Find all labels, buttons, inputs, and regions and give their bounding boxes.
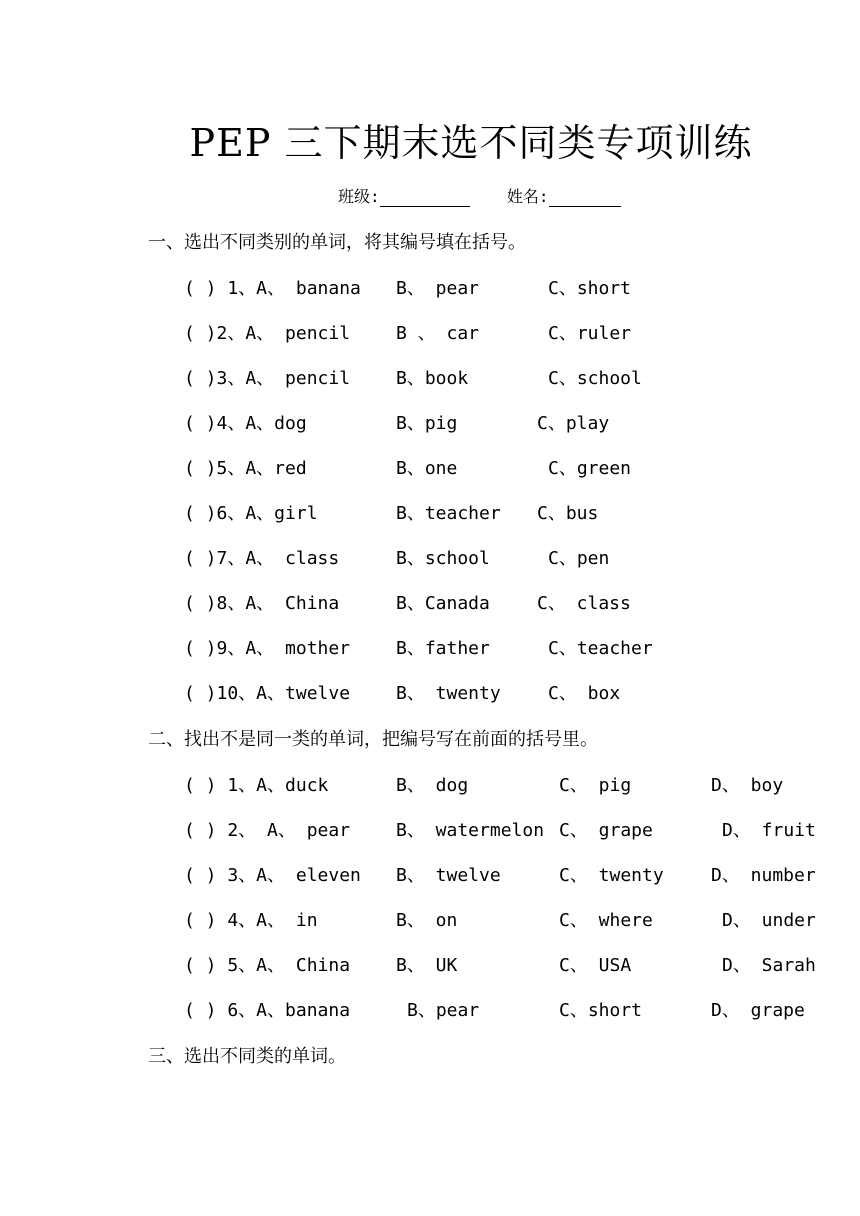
option-c: C、bus — [537, 503, 599, 524]
option-b: B、 on — [396, 910, 458, 931]
option-c: C、 twenty — [559, 865, 664, 886]
option-c: C、teacher — [548, 638, 653, 659]
item-number: ( ) 4、A、 in — [184, 910, 318, 931]
class-label: 班级: — [338, 187, 380, 206]
option-c: C、short — [559, 1000, 643, 1021]
option-d: D、 boy — [711, 775, 784, 796]
option-b: B、one — [396, 458, 458, 479]
option-b: B、father — [396, 638, 490, 659]
option-b: B、 UK — [396, 955, 458, 976]
option-b: B、 watermelon — [396, 820, 545, 841]
option-c: C、 box — [548, 683, 621, 704]
item-number: ( )9、A、 mother — [184, 638, 351, 659]
option-b: B、 dog — [396, 775, 469, 796]
option-c: C、 USA — [559, 955, 632, 976]
option-d: D、 grape — [711, 1000, 805, 1021]
item-number: ( )7、A、 class — [184, 548, 340, 569]
item-number: ( )6、A、girl — [184, 503, 318, 524]
option-c: C、green — [548, 458, 632, 479]
option-c: C、short — [548, 278, 632, 299]
option-b: B、pig — [396, 413, 458, 434]
part2-heading: 二、找出不是同一类的单词，把编号写在前面的括号里。 — [148, 729, 598, 750]
option-b: B、Canada — [396, 593, 490, 614]
item-number: ( ) 2、 A、 pear — [184, 820, 351, 841]
option-b: B、 twelve — [396, 865, 501, 886]
option-b: B、 pear — [396, 278, 480, 299]
item-number: ( )5、A、red — [184, 458, 307, 479]
option-b: B 、 car — [396, 323, 480, 344]
option-c: C、 where — [559, 910, 653, 931]
option-c: C、 pig — [559, 775, 632, 796]
option-b: B、book — [396, 368, 469, 389]
option-b: B、pear — [407, 1000, 480, 1021]
option-b: B、teacher — [396, 503, 501, 524]
item-number: ( ) 1、A、duck — [184, 775, 329, 796]
option-c: C、school — [548, 368, 642, 389]
item-number: ( ) 6、A、banana — [184, 1000, 351, 1021]
option-c: C、 class — [537, 593, 631, 614]
student-info — [338, 184, 621, 207]
option-c: C、 grape — [559, 820, 653, 841]
option-d: D、 fruit — [722, 820, 816, 841]
item-number: ( )10、A、twelve — [184, 683, 351, 704]
option-b: B、 twenty — [396, 683, 501, 704]
item-number: ( )4、A、dog — [184, 413, 307, 434]
item-number: ( ) 1、A、 banana — [184, 278, 361, 299]
page-title: PEP 三下期末选不同类专项训练 — [189, 121, 753, 165]
item-number: ( ) 3、A、 eleven — [184, 865, 361, 886]
option-c: C、ruler — [548, 323, 632, 344]
part3-heading: 三、选出不同类的单词。 — [148, 1046, 346, 1067]
name-label: 姓名: — [506, 187, 549, 206]
option-c: C、play — [537, 413, 610, 434]
item-number: ( )8、A、 China — [184, 593, 340, 614]
item-number: ( )2、A、 pencil — [184, 323, 351, 344]
item-number: ( ) 5、A、 China — [184, 955, 351, 976]
part1-heading: 一、选出不同类别的单词，将其编号填在括号。 — [148, 232, 526, 253]
option-c: C、pen — [548, 548, 610, 569]
option-b: B、school — [396, 548, 490, 569]
name-blank[interactable] — [549, 190, 621, 207]
option-d: D、 under — [722, 910, 816, 931]
item-number: ( )3、A、 pencil — [184, 368, 351, 389]
class-blank[interactable] — [380, 190, 470, 207]
option-d: D、 number — [711, 865, 816, 886]
option-d: D、 Sarah — [722, 955, 816, 976]
